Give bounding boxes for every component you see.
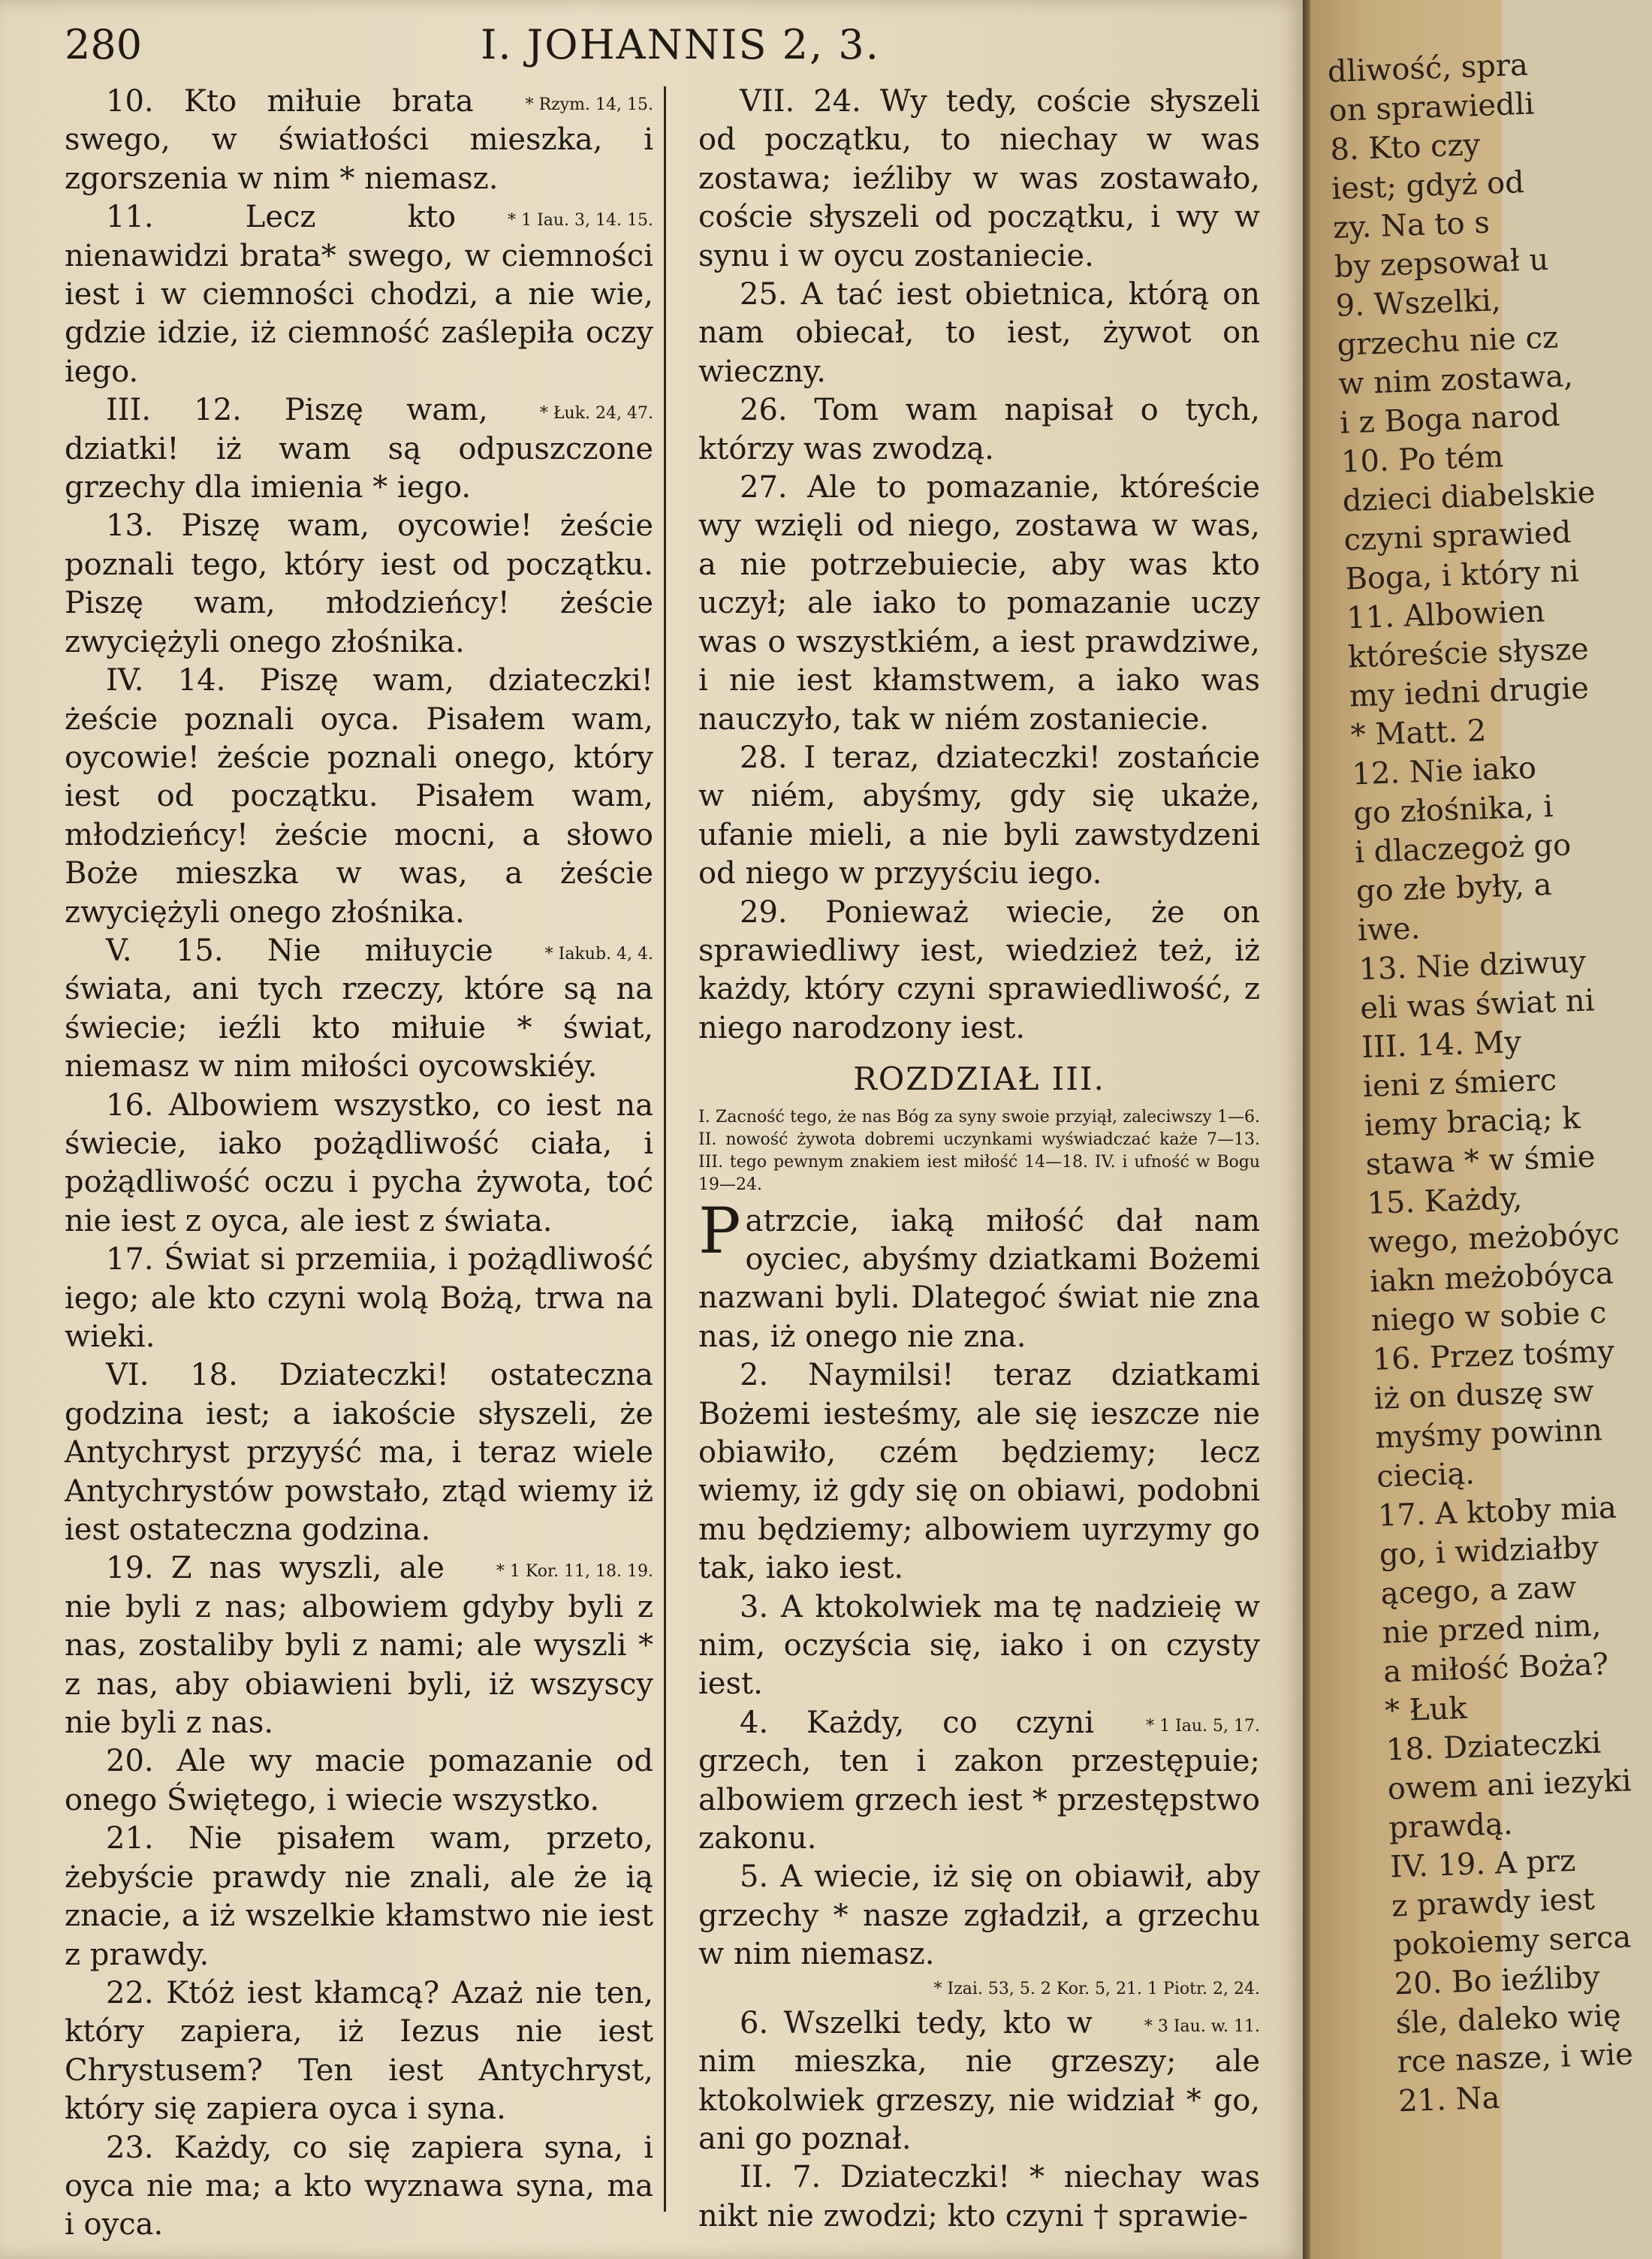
facing-line: owem ani iezyki <box>1386 1763 1632 1807</box>
facing-line: 10. Po tém <box>1340 439 1504 480</box>
facing-line: iwe. <box>1357 911 1421 949</box>
facing-line: myśmy powinn <box>1374 1413 1603 1455</box>
facing-line: ącego, a zaw <box>1379 1570 1578 1612</box>
facing-line: 13. Nie dziwuy <box>1358 944 1587 988</box>
facing-line: my iedni drugie <box>1349 671 1590 714</box>
verse-text: 23. Każdy, co się zapiera syna, i oyca nie ma; a kto wyznawa syna, ma i oyca. <box>65 2130 653 2242</box>
chapter-summary: I. Zacność tego, że nas Bóg za syny swoie przyiął, zaleciwszy 1—6. II. nowość żywota dobremi uczynkami wyświadczać każe 7—13. III. tego pewnym znakiem iest miłość 14—18. IV. i ufność w Bogu 19—24. <box>698 1107 1260 1194</box>
verse-text: 13. Piszę wam, oycowie! żeście poznali tego, który iest od początku. Piszę wam, młodzieńcy! żeście zwyciężyli onego złośnika. <box>65 508 653 659</box>
facing-line: go złe były, a <box>1355 867 1553 909</box>
facing-line: z prawdy iest <box>1391 1882 1596 1924</box>
cross-reference: * Rzym. 14, 15. <box>525 95 653 114</box>
facing-line: i z Boga narod <box>1339 398 1561 441</box>
facing-line: ieni z śmierc <box>1362 1063 1557 1105</box>
facing-line: go złośnika, i <box>1352 789 1554 831</box>
cross-reference: * Łuk. 24, 47. <box>539 404 653 424</box>
verse-text: 27. Ale to pomazanie, któreście wy wzięli od niego, zostawa w was, a nie potrzebuiecie, aby was kto uczył; ale iako to pomazanie uczy was o wszystkiém, a iest prawdziwe, i nie iest kłamstwem, a iako was nauczyło, tak w niém zostaniecie. <box>698 470 1260 737</box>
column-rule <box>664 86 666 2212</box>
verse-paragraph <box>65 1974 653 2129</box>
facing-line: go, i widziałby <box>1379 1530 1599 1573</box>
facing-line: 15. Każdy, <box>1366 1181 1523 1222</box>
facing-line: III. 14. My <box>1361 1024 1522 1066</box>
verse-paragraph <box>698 2158 1260 2236</box>
verse-paragraph <box>65 1087 653 1241</box>
verse-text: VII. 24. Wy tedy, coście słyszeli od początku, to niechay w was zostawa; ieźliby w was zostawało, coście słyszeli od początku, i wy w synu i w oycu zostaniecie. <box>698 84 1260 273</box>
facing-line: 9. Wszelki, <box>1334 283 1502 324</box>
verse-text: 20. Ale wy macie pomazanie od onego Świętego, i wiecie wszystko. <box>65 1744 653 1817</box>
right-column <box>698 83 1260 2236</box>
verse-paragraph <box>65 2129 653 2245</box>
facing-line: 20. Bo ieźliby <box>1394 1959 1601 2002</box>
verse-5-references: * Izai. 53, 5. 2 Kor. 5, 21. 1 Piotr. 2, 24. <box>933 1979 1260 1998</box>
facing-line: by zepsował u <box>1334 242 1550 285</box>
verse-text: 26. Tom wam napisał o tych, którzy was zwodzą. <box>698 393 1260 466</box>
verse-paragraph <box>698 83 1260 276</box>
chapter-title: ROZDZIAŁ III. <box>853 1060 1105 1098</box>
facing-line: IV. 19. A prz <box>1389 1843 1576 1885</box>
verse-paragraph <box>65 932 653 1087</box>
facing-line: niego w sobie c <box>1370 1295 1607 1338</box>
facing-line: zy. Na to s <box>1332 205 1491 246</box>
verse-paragraph <box>65 1241 653 1356</box>
facing-line: grzechu nie cz <box>1336 320 1559 363</box>
facing-page <box>1310 0 1634 2259</box>
verse-text: 17. Świat si przemiia, i pożądliwość iego; ale kto czyni wolą Bożą, trwa na wieki. <box>65 1242 653 1354</box>
book-gutter <box>1303 0 1310 2259</box>
facing-line: * Łuk <box>1384 1690 1468 1729</box>
verse-paragraph <box>698 469 1260 739</box>
verse-paragraph <box>698 1704 1260 1859</box>
verse-1-text: atrzcie, iaką miłość dał nam oyciec, abyśmy dziatkami Bożemi nazwani byli. Dlategoć świat nie zna nas, iż onego nie zna. <box>698 1203 1260 1354</box>
facing-line: dzieci diabelskie <box>1342 475 1596 519</box>
facing-line: eli was świat ni <box>1359 983 1596 1027</box>
verse-text: III. 12. Piszę wam, dziatki! iż wam są odpuszczone grzechy dla imienia * iego. <box>65 393 653 505</box>
verse-paragraph <box>698 2004 1260 2159</box>
facing-line: * Matt. 2 <box>1349 713 1487 753</box>
facing-line: iakn meżobóyca <box>1369 1256 1614 1299</box>
facing-line: 11. Albowien <box>1346 594 1546 636</box>
facing-line: 16. Przez tośmy <box>1371 1334 1615 1377</box>
cross-reference: * 1 Kor. 11, 18. 19. <box>496 1562 653 1582</box>
facing-line: ciecią. <box>1376 1456 1476 1494</box>
verse-text: 3. A ktokolwiek ma tę nadzieię w nim, oczyścia się, iako i on czysty iest. <box>698 1589 1260 1702</box>
verse-paragraph <box>65 662 653 932</box>
verse-1 <box>698 1193 1260 1357</box>
right-part-one <box>698 83 1260 1048</box>
facing-line: a miłość Boża? <box>1382 1647 1609 1690</box>
verse-text: 22. Któż iest kłamcą? Azaż nie ten, który zapiera, iż Iezus nie iest Chrystusem? Ten iest Antychryst, który się zapiera oyca i syna. <box>65 1975 653 2127</box>
cross-reference: * Iakub. 4, 4. <box>544 944 653 964</box>
facing-line: iemy bracią; k <box>1364 1101 1581 1144</box>
verse-text: 29. Ponieważ wiecie, że on sprawiedliwy iest, wiedzież też, iż każdy, który czyni sprawiedliwość, z niego narodzony iest. <box>698 894 1260 1045</box>
verse-text: 25. A tać iest obietnica, którą on nam obiecał, to iest, żywot on wieczny. <box>698 277 1260 389</box>
verse-paragraph <box>698 276 1260 391</box>
verse-text: V. 15. Nie miłuycie świata, ani tych rzeczy, które są na świecie; ieźli kto miłuie * świat, niemasz w nim miłości oycowskiéy. <box>65 933 653 1084</box>
facing-line: prawdą. <box>1388 1806 1514 1846</box>
facing-line: iż on duszę sw <box>1373 1374 1595 1416</box>
right-part-two <box>698 1356 1260 1974</box>
verse-text: 21. Nie pisałem wam, przeto, żebyście prawdy nie znali, ale że ią znacie, a iż wszelkie kłamstwo nie iest z prawdy. <box>65 1821 653 1972</box>
verse-paragraph <box>65 1820 653 1974</box>
verse-text: 11. Lecz kto nienawidzi brata* swego, w ciemności iest i w ciemności chodzi, a nie wie, gdzie idzie, iż ciemność zaślepiła oczy iego. <box>65 200 653 389</box>
facing-line: i dlaczegoż go <box>1354 828 1572 870</box>
verse-paragraph <box>698 1858 1260 1974</box>
facing-line: 21. Na <box>1397 2080 1501 2119</box>
verse-paragraph <box>65 1549 653 1742</box>
facing-line: dliwość, spra <box>1327 47 1529 89</box>
verse-paragraph <box>698 1356 1260 1588</box>
facing-line: stawa * w śmie <box>1364 1139 1596 1183</box>
facing-line: 12. Nie iako <box>1351 750 1537 792</box>
verse-text: 4. Każdy, co czyni grzech, ten i zakon przestępuie; albowiem grzech iest * przestępstwo zakonu. <box>698 1705 1260 1856</box>
verse-text: 28. I teraz, dziateczki! zostańcie w niém, abyśmy, gdy się ukaże, ufanie mieli, a nie byli zawstydzeni od niego w przyyściu iego. <box>698 740 1260 891</box>
facing-line: rce nasze, i wie <box>1396 2037 1634 2080</box>
verse-paragraph <box>698 894 1260 1048</box>
facing-line: śle, daleko wię <box>1394 1998 1622 2041</box>
cross-reference: * 3 Iau. w. 11. <box>1144 2016 1260 2036</box>
verse-paragraph <box>698 1588 1260 1704</box>
facing-line: nie przed nim, <box>1381 1608 1602 1651</box>
facing-line: pokoiemy serca <box>1392 1920 1632 1963</box>
verse-paragraph <box>698 739 1260 894</box>
verse-text: 6. Wszelki tedy, kto w nim mieszka, nie grzeszy; ale ktokolwiek grzeszy, nie widział * go, ani go poznał. <box>698 2005 1260 2156</box>
verse-text: 16. Albowiem wszystko, co iest na świecie, iako pożądliwość ciała, i pożądliwość oczu i pycha żywota, toć nie iest z oyca, ale iest z świata. <box>65 1087 653 1238</box>
verse-text: VI. 18. Dziateczki! ostateczna godzina iest; a iakoście słyszeli, że Antychryst przyyść ma, i teraz wiele Antychrystów powstało, ztąd wiemy iż iest ostateczna godzina. <box>65 1358 653 1548</box>
verse-text: 2. Naymilsi! teraz dziatkami Bożemi iesteśmy, ale się ieszcze nie obiawiło, czém będziemy; lecz wiemy, iż gdy się on obiawi, podobni mu będziemy; albowiem uyrzymy go tak, iako iest. <box>698 1358 1260 1586</box>
facing-line: on sprawiedli <box>1328 86 1535 128</box>
facing-line: iest; gdyż od <box>1331 164 1525 207</box>
facing-page-fragments <box>1327 44 1639 2121</box>
running-head: I. JOHANNIS 2, 3. <box>481 21 880 68</box>
verse-text: 5. A wiecie, iż się on obiawił, aby grzechy * nasze zgładził, a grzechu w nim niemasz. <box>698 1859 1260 1972</box>
facing-line: w nim zostawa, <box>1337 358 1574 402</box>
page-number: 280 <box>65 21 143 68</box>
facing-line: 17. A ktoby mia <box>1377 1490 1617 1534</box>
verse-paragraph <box>65 1356 653 1549</box>
facing-line: 18. Dziateczki <box>1385 1725 1602 1768</box>
verse-paragraph <box>698 391 1260 469</box>
right-part-three <box>698 2004 1260 2236</box>
facing-line: 8. Kto czy <box>1329 127 1481 167</box>
facing-line: wego, meżobóyc <box>1367 1217 1620 1261</box>
facing-line: któreście słysze <box>1347 632 1590 675</box>
verse-paragraph <box>65 198 653 391</box>
verse-paragraph <box>65 507 653 662</box>
verse-text: 10. Kto miłuie brata swego, w światłości mieszka, i zgorszenia w nim * niemasz. <box>65 84 653 196</box>
facing-line: czyni sprawied <box>1343 515 1572 558</box>
verse-text: II. 7. Dziateczki! * niechay was nikt nie zwodzi; kto czyni † sprawie- <box>698 2160 1260 2233</box>
facing-line: Boga, i który ni <box>1344 553 1580 597</box>
cross-reference: * 1 Iau. 5, 17. <box>1146 1716 1260 1736</box>
verse-text: 19. Z nas wyszli, ale nie byli z nas; albowiem gdyby byli z nas, zostaliby byli z nami; ale wyszli * z nas, aby obiawieni byli, iż wszyscy nie byli z nas. <box>65 1551 653 1741</box>
verse-paragraph <box>65 391 653 507</box>
verse-text: IV. 14. Piszę wam, dziateczki! żeście poznali oyca. Pisałem wam, oycowie! żeście poznali onego, który iest od początku. Pisałem wam, młodzieńcy! żeście mocni, a słowo Boże mieszka w was, a żeście zwyciężyli onego złośnika. <box>65 663 653 930</box>
left-column <box>65 83 653 2245</box>
cross-reference: * 1 Iau. 3, 14. 15. <box>508 211 653 231</box>
drop-cap: P <box>698 1193 741 1268</box>
verse-paragraph <box>65 83 653 198</box>
verse-paragraph <box>65 1742 653 1820</box>
